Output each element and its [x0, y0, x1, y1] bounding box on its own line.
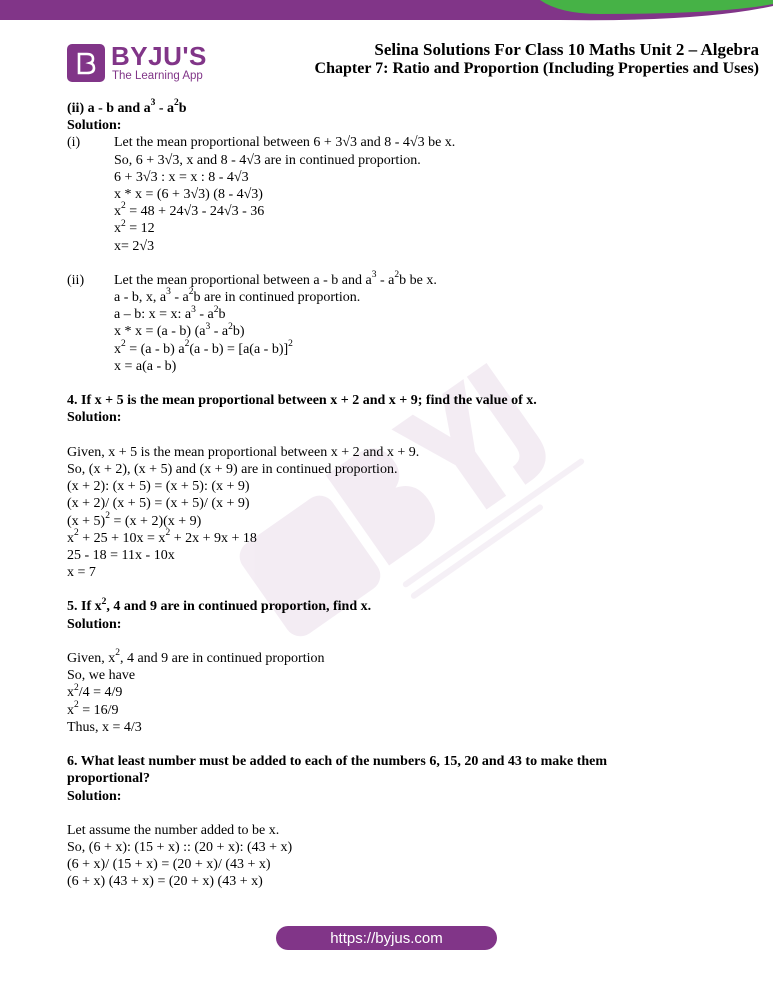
solution-line: Given, $x^2$, 4 and 9 are in continued proportion [67, 648, 325, 666]
solution-label: Solution: [67, 616, 122, 632]
solution-line: (ii) Let the mean proportional between a - b and $a^3 - a^2b$ be x. [67, 270, 437, 288]
question-5-heading: 5. If $x^2$, 4 and 9 are in continued proportion, find x. [67, 596, 372, 615]
question-3-part-ii-heading: (ii) a - b and $a^3 - a^2b$ [67, 98, 187, 116]
solution-line: So, (6 + x): (15 + x) :: (20 + x): (43 + x) [67, 840, 293, 856]
logo-mark-icon [67, 44, 105, 82]
logo-brand-name: BYJU'S [111, 41, 207, 71]
solution-line: (6 + x)/ (15 + x) = (20 + x)/ (43 + x) [67, 857, 271, 873]
solution-label: Solution: [67, 118, 122, 134]
solution-line: So, we have [67, 668, 136, 684]
solution-line: (6 + x) (43 + x) = (20 + x) (43 + x) [67, 874, 263, 890]
page-title: Selina Solutions For Class 10 Maths Unit 2 – Algebra [374, 40, 759, 59]
solution-line: a - b, x, $a^3 - a^2b$ are in continued proportion. [114, 287, 361, 306]
solution-line: Thus, x = 4/3 [67, 719, 142, 735]
solution-line: $x^2 + 25 + 10x = x^2 + 2x + 9x + 18$ [67, 528, 257, 546]
solution-line: $x^2 = 16/9$ [67, 699, 119, 718]
solution-line: a – b: x = x: $a^3 - a^2b$ [114, 304, 226, 323]
question-6-heading: 6. What least number must be added to each of the numbers 6, 15, 20 and 43 to make them proportional? [67, 754, 608, 787]
solution-line: 6 + 3√3 : x = x : 8 - 4√3 [114, 169, 249, 185]
solution-line: Given, x + 5 is the mean proportional between x + 2 and x + 9. [67, 444, 420, 460]
solution-line: (x + 2): (x + 5) = (x + 5): (x + 9) [67, 479, 250, 495]
solution-line: x * x = (a - b) $(a^3 - a^2b)$ [114, 321, 245, 340]
solution-line: $x^2 = 48 + 24√3 - 24√3 - 36$ [114, 201, 265, 220]
solution-line: $x^2 = 12$ [114, 218, 155, 237]
solution-line: $x^2/4 = 4/9$ [67, 682, 123, 701]
solution-line: x= 2√3 [114, 238, 155, 254]
logo-tagline: The Learning App [112, 70, 203, 82]
solution-line: Let assume the number added to be x. [67, 822, 280, 838]
solution-line: $(x + 5)^2 = (x + 2)(x + 9)$ [67, 510, 202, 529]
solution-line: So, 6 + 3√3, x and 8 - 4√3 are in continued proportion. [114, 152, 421, 168]
solution-line: (i) Let the mean proportional between 6 + 3√3 and 8 - 4√3 be x. [67, 135, 456, 151]
question-4-heading: 4. If x + 5 is the mean proportional between x + 2 and x + 9; find the value of x. [67, 393, 537, 409]
top-accent-bar [0, 0, 773, 22]
solution-label: Solution: [67, 788, 122, 804]
solution-line: 25 - 18 = 11x - 10x [67, 547, 175, 563]
solution-line: (x + 2)/ (x + 5) = (x + 5)/ (x + 9) [67, 496, 250, 512]
solution-line: $x^2 = (a - b)$ $a^2(a - b) = [a(a - b)]^2$ [114, 338, 293, 357]
byjus-logo [67, 41, 207, 82]
solution-line: So, (x + 2), (x + 5) and (x + 9) are in continued proportion. [67, 461, 398, 477]
page-subtitle: Chapter 7: Ratio and Proportion (Including Properties and Uses) [314, 60, 759, 77]
solution-label: Solution: [67, 410, 122, 426]
footer-website-link[interactable]: https://byjus.com [276, 926, 497, 950]
document-body [67, 100, 747, 891]
solution-line: x = 7 [67, 565, 96, 581]
solution-line: x * x = (6 + 3√3) (8 - 4√3) [114, 186, 263, 202]
solution-line: x = a(a - b) [114, 358, 177, 374]
